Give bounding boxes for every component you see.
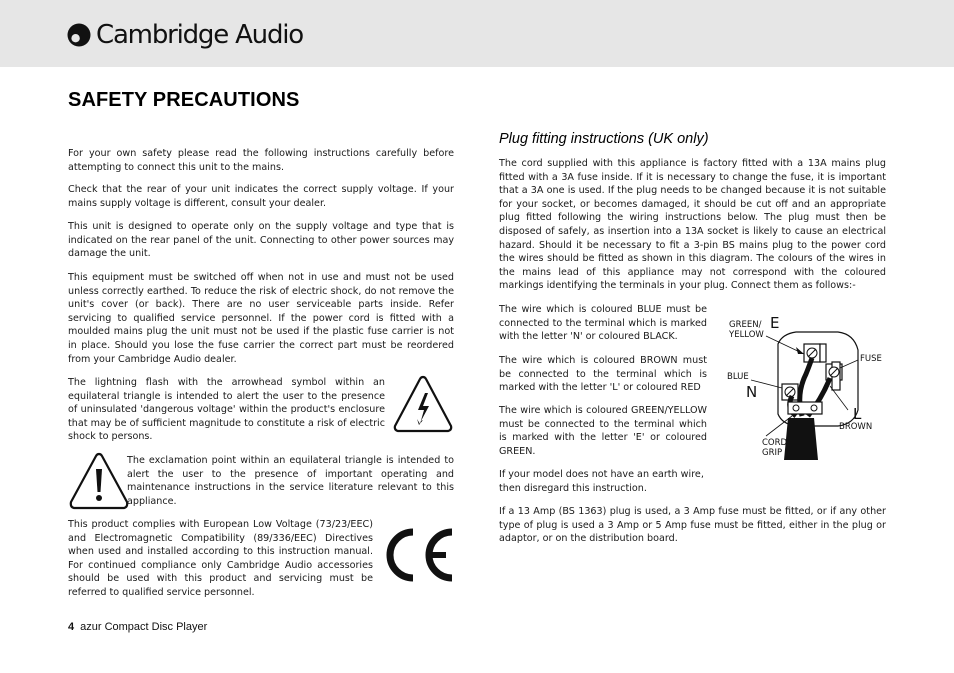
cambridge-audio-logo-icon [67, 23, 91, 47]
brown-wire-paragraph: The wire which is coloured BROWN must be connected to the terminal which is marked with the letter 'L' or coloured RED [499, 355, 707, 394]
neutral-letter-label: N [746, 383, 758, 401]
brand-logo [67, 18, 303, 52]
blue-wire-paragraph: The wire which is coloured BLUE must be connected to the terminal which is marked with the letter 'N' or coloured BLACK. [499, 304, 707, 343]
page-footer [68, 621, 207, 633]
supply-paragraph: This unit is designed to operate only on the supply voltage and type that is indicated on the rear panel of the unit. Connecting to other power sources may damage the unit. [68, 221, 454, 260]
green-yellow-wire-paragraph: The wire which is coloured GREEN/YELLOW must be connected to the terminal which is marked with the letter 'E' or coloured GREEN. [499, 405, 707, 457]
fuse-note-paragraph: If a 13 Amp (BS 1363) plug is used, a 3 Amp fuse must be fitted, or if any other type of plug is used a 3 Amp or 5 Amp fuse must be fitted, either in the plug or adaptor, or on the distribution board. [499, 506, 886, 545]
product-name: azur Compact Disc Player [80, 621, 208, 633]
compliance-paragraph: This product complies with European Low Voltage (73/23/EEC) and Electromagnetic Compatibility (89/336/EEC) Directives when used and installed according to this instruction manual. For continued compliance only Cambridge Audio accessories should be used with this product and servicing must be referred to qualified service personnel. [68, 519, 373, 598]
brown-label: BROWN [839, 422, 873, 432]
live-letter-label: L [853, 405, 862, 423]
plug-wiring-diagram [726, 314, 886, 462]
exclamation-paragraph: The exclamation point within an equilateral triangle is intended to alert the user to the presence of important operating and maintenance instructions in the service literature relevant to this appliance. [127, 455, 454, 507]
blue-label: BLUE [727, 372, 749, 382]
intro-paragraph: For your own safety please read the following instructions carefully before attempting to connect this unit to the mains. [68, 148, 454, 173]
page-title: SAFETY PRECAUTIONS [68, 89, 300, 111]
voltage-paragraph: Check that the rear of your unit indicates the correct supply voltage. If your mains supply voltage is different, consult your dealer. [68, 184, 454, 209]
section-title: Plug fitting instructions (UK only) [499, 131, 709, 147]
brand-name: Cambridge Audio [96, 20, 303, 50]
lightning-warning-icon [392, 374, 454, 434]
lightning-paragraph: The lightning flash with the arrowhead symbol within an equilateral triangle is intended to alert the user to the presence of uninsulated 'dangerous voltage' within the product's enclosure that may be of sufficient magnitude to constitute a risk of electric shock to persons. [68, 377, 385, 443]
page-number: 4 [68, 621, 75, 633]
green-yellow-label: GREEN/ YELLOW [729, 320, 764, 340]
plug-intro-paragraph: The cord supplied with this appliance is factory fitted with a 13A mains plug fitted with a 3A fuse inside. If it is necessary to change the fuse, it is important that a 3A one is used. If the plug needs to be changed because it is not suitable for your socket, or becomes damaged, it should be cut off and an appropriate plug fitted following the wiring instructions below. The plug must then be disposed of safely, as insertion into a 13A socket is likely to cause an electrical hazard. Should it be necessary to fit a 3-pin BS mains plug to the power cord the wires should be fitted as shown in this diagram. The colours of the wires in the mains lead of this appliance may not correspond with the coloured markings identifying the terminals in your plug. Connect them as follows:- [499, 158, 886, 292]
exclamation-warning-icon [68, 452, 130, 510]
cord-grip-label: CORD GRIP [762, 438, 788, 458]
fuse-label: FUSE [860, 354, 882, 364]
no-earth-paragraph: If your model does not have an earth wire, then disregard this instruction. [499, 469, 704, 494]
ce-mark-icon [379, 526, 455, 584]
header-bar [0, 0, 954, 67]
earthing-paragraph: This equipment must be switched off when not in use and must not be used unless correctly earthed. To reduce the risk of electric shock, do not remove the unit's cover (or back). There are no user serviceable parts inside. Refer servicing to qualified service personnel. If the power cord is fitted with a moulded mains plug the unit must not be used if the plastic fuse carrier is not in place. Should you lose the fuse carrier the correct part must be reordered from your Cambridge Audio dealer. [68, 272, 454, 365]
earth-letter-label: E [770, 314, 780, 332]
